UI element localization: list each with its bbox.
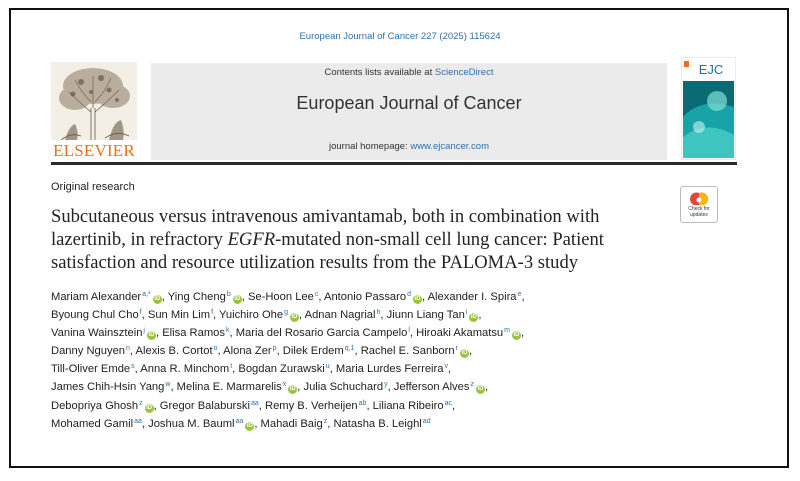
author-name[interactable] [51, 345, 130, 357]
author-name[interactable] [305, 309, 381, 321]
orcid-icon[interactable]: iD [146, 404, 153, 411]
orcid-icon[interactable]: iD [477, 386, 484, 393]
author-name-text: Ying Cheng [167, 291, 226, 303]
author-name-text: Hiroaki Akamatsu [416, 327, 504, 340]
affiliation-marker[interactable]: r [455, 345, 458, 353]
author-name[interactable] [333, 418, 430, 430]
author-separator: , [421, 291, 428, 303]
author-name-text: Jefferson Alves [393, 381, 470, 394]
orcid-icon[interactable]: iD [414, 296, 421, 302]
author-line [51, 306, 691, 324]
author-separator: , [354, 345, 361, 358]
affiliation-marker[interactable]: aa [235, 417, 244, 425]
author-name-text: Maria del Rosario Garcia Campelo [235, 327, 408, 340]
author-separator: , [217, 345, 224, 358]
author-name-text: Liliana Ribeiro [372, 399, 444, 412]
author-separator: , [478, 309, 482, 322]
author-name-text: Debopriya Ghosh [51, 399, 139, 412]
check-updates-line1: Check for [688, 206, 710, 212]
affiliation-marker[interactable]: w [165, 381, 171, 389]
author-name[interactable] [394, 381, 485, 393]
affiliation-marker[interactable]: aa [134, 417, 142, 425]
author-name[interactable] [223, 345, 276, 357]
author-separator: , [170, 381, 177, 394]
affiliation-marker[interactable]: f [139, 309, 142, 317]
article-type: Original research [51, 181, 135, 193]
author-separator: , [241, 291, 248, 303]
author-name-text: Byoung Chul Cho [51, 309, 139, 322]
affiliation-marker[interactable]: e [517, 291, 522, 298]
title-line: satisfaction and resource utilization results from the PALOMA-3 study [51, 252, 579, 273]
affiliation-marker[interactable]: y [384, 381, 388, 389]
author-name-text: Adnan Nagrial [304, 309, 376, 322]
author-name[interactable] [148, 309, 213, 321]
title-line: Subcutaneous versus intravenous amivantamab, both in combination with [51, 206, 600, 227]
cover-label: EJC [698, 62, 724, 77]
author-line [51, 360, 691, 378]
author-separator: , [521, 327, 525, 340]
author-separator: , [213, 309, 220, 322]
author-separator: , [299, 309, 305, 322]
affiliation-marker[interactable]: m [504, 327, 510, 335]
author-name-text: Antonio Passaro [323, 291, 407, 303]
orcid-icon[interactable]: iD [234, 296, 241, 302]
author-separator: , [155, 327, 163, 340]
author-name-text: Gregor Balaburski [159, 399, 250, 412]
check-for-updates-label [680, 206, 718, 218]
author-name[interactable] [361, 345, 469, 357]
author-name[interactable] [51, 381, 170, 393]
author-name[interactable] [248, 291, 318, 303]
author-name[interactable] [283, 345, 355, 357]
contents-prefix: Contents lists available at [324, 67, 435, 78]
author-name-text: Rachel E. Sanborn [360, 345, 455, 358]
publisher-name: ELSEVIER [53, 141, 135, 160]
author-name-text: Natasha B. Leighl [333, 417, 422, 430]
author-name-text: Till-Oliver Emde [51, 363, 131, 376]
affiliation-marker[interactable]: ad [422, 417, 431, 425]
author-line [51, 378, 691, 396]
author-name[interactable] [51, 327, 156, 339]
author-name[interactable] [336, 363, 448, 375]
author-name[interactable] [140, 363, 232, 375]
author-separator: , [468, 345, 473, 358]
author-separator: , [387, 381, 394, 394]
journal-citation[interactable]: European Journal of Cancer 227 (2025) 115624 [299, 31, 501, 42]
affiliation-marker[interactable]: z [139, 399, 143, 407]
orcid-icon[interactable]: iD [148, 332, 155, 339]
author-separator: , [451, 399, 456, 412]
author-line [51, 415, 691, 433]
title-line-italic: EGFR [227, 229, 276, 250]
author-name[interactable] [303, 381, 387, 393]
orcid-icon[interactable]: iD [154, 296, 161, 302]
affiliation-marker[interactable]: c [314, 291, 319, 298]
author-name-text: Alona Zer [223, 345, 272, 358]
affiliation-marker[interactable]: aa [250, 399, 259, 407]
affiliation-marker[interactable]: ab [358, 399, 367, 407]
orcid-icon[interactable]: iD [246, 422, 253, 429]
author-name[interactable] [160, 400, 259, 412]
check-for-updates-icon [681, 189, 717, 207]
author-name-text: Sun Min Lim [147, 309, 211, 322]
author-separator: , [329, 363, 336, 376]
author-separator: , [327, 417, 334, 430]
orcid-icon[interactable]: iD [470, 314, 477, 321]
affiliation-marker[interactable]: u [325, 363, 330, 371]
author-name-text: Joshua M. Bauml [148, 417, 235, 430]
affiliation-marker[interactable]: p [272, 345, 277, 353]
author-name-text: Dilek Erdem [282, 345, 344, 358]
author-line [51, 397, 691, 415]
author-name-text: Julia Schuchard [303, 381, 384, 394]
author-separator: , [366, 399, 373, 412]
author-name[interactable] [51, 400, 154, 412]
author-name[interactable] [265, 400, 366, 412]
author-name[interactable] [136, 345, 218, 357]
affiliation-marker[interactable]: l [408, 327, 410, 335]
homepage-prefix: journal homepage: [328, 141, 411, 152]
title-line-post: -mutated non-small cell lung cancer: Patient [275, 229, 604, 250]
author-separator: , [134, 363, 141, 376]
sciencedirect-link[interactable]: ScienceDirect [434, 67, 494, 78]
author-name[interactable] [51, 291, 162, 303]
author-name-text: Se-Hoon Lee [247, 291, 314, 303]
affiliation-marker[interactable]: x [282, 381, 287, 389]
affiliation-marker[interactable]: a,* [142, 291, 151, 298]
author-name[interactable] [51, 363, 135, 375]
author-separator: , [153, 399, 160, 412]
affiliation-marker[interactable]: z [323, 417, 328, 425]
affiliation-marker[interactable]: f [211, 309, 214, 317]
author-separator: , [258, 399, 265, 412]
contents-availability [151, 67, 667, 78]
author-name[interactable] [373, 400, 452, 412]
author-separator: , [254, 417, 261, 430]
author-name-text: Melina E. Marmarelis [176, 381, 282, 394]
author-name-text: Vanina Wainsztein [51, 327, 143, 340]
author-name-text: Bogdan Zurawski [238, 363, 325, 376]
orcid-icon[interactable]: iD [513, 332, 520, 339]
author-name-text: Mariam Alexander [51, 291, 142, 303]
author-separator: , [161, 291, 168, 303]
author-name[interactable] [51, 418, 142, 430]
journal-homepage [151, 141, 667, 152]
author-name[interactable] [51, 309, 142, 321]
affiliation-marker[interactable]: s [131, 363, 135, 371]
author-separator: , [318, 291, 324, 303]
author-name[interactable] [386, 309, 482, 322]
author-separator: , [521, 291, 525, 303]
author-name-text: Yuichiro Ohe [219, 309, 284, 322]
affiliation-marker[interactable]: v [444, 363, 448, 371]
author-separator: , [229, 327, 236, 340]
author-name[interactable] [416, 327, 521, 339]
check-updates-line2: updates [690, 212, 708, 218]
author-name[interactable] [162, 327, 229, 339]
affiliation-marker[interactable]: j [143, 327, 145, 335]
author-separator: , [297, 381, 304, 394]
author-separator: , [129, 345, 136, 358]
author-name-text: Mohamed Gamil [51, 417, 134, 430]
affiliation-marker[interactable]: d [407, 291, 411, 298]
author-separator: , [484, 381, 489, 394]
author-name-text: Remy B. Verheijen [264, 399, 358, 412]
author-separator: , [380, 309, 387, 322]
orcid-icon[interactable]: iD [461, 350, 468, 357]
author-line [51, 342, 691, 360]
author-name-text: Mahadi Baig [260, 417, 323, 430]
affiliation-marker[interactable]: b [226, 291, 231, 298]
author-separator: , [447, 363, 452, 376]
author-list [51, 288, 691, 433]
author-separator: , [141, 309, 148, 322]
author-name-text: Elisa Ramos [162, 327, 225, 340]
orcid-icon[interactable]: iD [289, 386, 296, 393]
author-name-text: Jiunn Liang Tan [386, 309, 465, 322]
author-separator: , [276, 345, 283, 358]
author-name-text: Anna R. Minchom [140, 363, 230, 376]
affiliation-marker[interactable]: g [284, 309, 288, 317]
author-line [51, 324, 691, 342]
header-rule [51, 162, 737, 165]
title-line [51, 228, 671, 251]
homepage-link[interactable]: www.ejcancer.com [410, 141, 489, 152]
article-title [51, 205, 671, 274]
author-name-text: James Chih-Hsin Yang [51, 381, 165, 394]
author-name[interactable] [148, 418, 254, 430]
author-name[interactable] [168, 291, 242, 303]
affiliation-marker[interactable]: z [470, 381, 474, 389]
author-line [51, 288, 691, 306]
author-name-text: Alexander I. Spira [427, 291, 517, 303]
author-name-text: Alexis B. Cortot [135, 345, 213, 358]
affiliation-marker[interactable]: n [126, 345, 130, 353]
orcid-icon[interactable]: iD [291, 314, 298, 321]
affiliation-marker[interactable]: i [465, 309, 468, 317]
journal-cover-image[interactable] [681, 57, 736, 160]
author-name[interactable] [427, 291, 525, 303]
author-name-text: Maria Lurdes Ferreira [335, 363, 444, 376]
affiliation-marker[interactable]: ac [444, 399, 452, 407]
author-name-text: Danny Nguyen [51, 345, 126, 358]
author-name[interactable] [177, 381, 298, 393]
author-name[interactable] [219, 309, 299, 321]
affiliation-marker[interactable]: q,1 [344, 345, 355, 353]
affiliation-marker[interactable]: k [226, 327, 230, 335]
author-name[interactable] [238, 363, 329, 375]
author-separator: , [141, 417, 149, 430]
title-line-pre: lazertinib, in refractory [51, 229, 228, 250]
affiliation-marker[interactable]: t [230, 363, 233, 371]
author-name[interactable] [236, 327, 410, 339]
author-separator: , [409, 327, 417, 340]
author-name[interactable] [324, 291, 422, 303]
author-name[interactable] [261, 418, 328, 430]
affiliation-marker[interactable]: h [376, 309, 381, 317]
affiliation-marker[interactable]: o [213, 345, 218, 353]
author-separator: , [232, 363, 239, 376]
journal-title: European Journal of Cancer [296, 93, 522, 113]
